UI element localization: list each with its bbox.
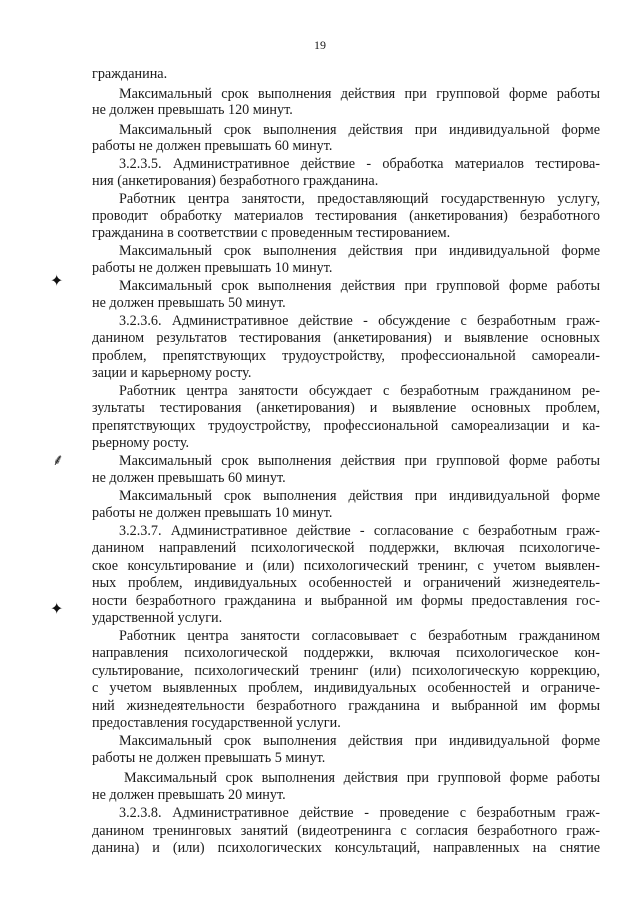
text-line: не должен превышать 60 минут. [92, 470, 286, 486]
text-line: Максимальный срок выполнения действия при индивидуальной форме [119, 122, 600, 138]
text-line: Работник центра занятости обсуждает с безработным гражданином ре- [119, 383, 600, 399]
text-line: Максимальный срок выполнения действия при индивидуальной форме [119, 733, 600, 749]
text-line: ных проблем, индивидуальных особенностей и ограничений жизнедеятель- [92, 575, 600, 591]
text-line: рьерному росту. [92, 435, 190, 451]
text-line: работы не должен превышать 5 минут. [92, 750, 326, 766]
text-line: Максимальный срок выполнения действия при групповой форме работы [124, 770, 600, 786]
text-line: работы не должен превышать 60 минут. [92, 138, 333, 154]
text-line: с учетом выявленных проблем, индивидуальных особенностей и ограниче- [92, 680, 600, 696]
text-line: сультирование, психологический тренинг (или) психологическую коррекцию, [92, 663, 600, 679]
text-line: ударственной услуги. [92, 610, 223, 626]
text-line: данином результатов тестирования (анкетирования) и выявление основных [92, 330, 600, 346]
text-line: гражданина. [92, 66, 168, 82]
text-line: ности безработного гражданина и выбранной им формы предоставления гос- [92, 593, 600, 609]
text-line: ское консультирование и (или) психологический тренинг, с учетом выявлен- [92, 558, 600, 574]
text-line: работы не должен превышать 10 минут. [92, 260, 333, 276]
text-line: препятствующих трудоустройству, профессиональной самореализации и ка- [92, 418, 600, 434]
text-line: 3.2.3.5. Административное действие - обработка материалов тестирова- [119, 156, 600, 172]
text-line: 3.2.3.6. Административное действие - обсуждение с безработным граж- [119, 313, 600, 329]
text-line: предоставления государственной услуги. [92, 715, 341, 731]
text-line: проводит обработку материалов тестирования (анкетирования) безработного [92, 208, 600, 224]
text-line: данином направлений психологической поддержки, включая психологиче- [92, 540, 600, 556]
margin-mark-icon: ✦ [50, 273, 64, 290]
text-line: проблем, препятствующих трудоустройству, профессиональной самореали- [92, 348, 600, 364]
margin-mark-icon: ✦ [50, 601, 64, 618]
text-line: Максимальный срок выполнения действия при групповой форме работы [119, 278, 600, 294]
text-line: Работник центра занятости согласовывает с безработным гражданином [119, 628, 600, 644]
text-line: 3.2.3.7. Административное действие - согласование с безработным граж- [119, 523, 600, 539]
text-line: данина) и (или) психологических консультаций, направленных на снятие [92, 840, 600, 856]
text-line: не должен превышать 20 минут. [92, 787, 286, 803]
margin-mark-icon: ⸙ [52, 452, 65, 469]
text-line: работы не должен превышать 10 минут. [92, 505, 333, 521]
text-line: Максимальный срок выполнения действия при индивидуальной форме [119, 488, 600, 504]
text-line: направления психологической поддержки, включая психологическое кон- [92, 645, 600, 661]
text-line: 3.2.3.8. Административное действие - проведение с безработным граж- [119, 805, 600, 821]
text-line: Максимальный срок выполнения действия при групповой форме работы [119, 453, 600, 469]
text-line: не должен превышать 50 минут. [92, 295, 286, 311]
text-line: Максимальный срок выполнения действия при индивидуальной форме [119, 243, 600, 259]
text-line: не должен превышать 120 минут. [92, 102, 293, 118]
text-line: зультаты тестирования (анкетирования) и выявление основных проблем, [92, 400, 600, 416]
text-line: Максимальный срок выполнения действия при групповой форме работы [119, 86, 600, 102]
text-line: данином тренинговых занятий (видеотренинга с согласия безработного граж- [92, 823, 600, 839]
page-number: 19 [314, 38, 326, 52]
text-line: гражданина в соответствии с проведенным тестированием. [92, 225, 451, 241]
text-line: зации и карьерному росту. [92, 365, 252, 381]
text-line: ния (анкетирования) безработного гражданина. [92, 173, 379, 189]
text-line: ний жизнедеятельности безработного гражданина и выбранной им формы [92, 698, 600, 714]
text-line: Работник центра занятости, предоставляющий государственную услугу, [119, 191, 600, 207]
